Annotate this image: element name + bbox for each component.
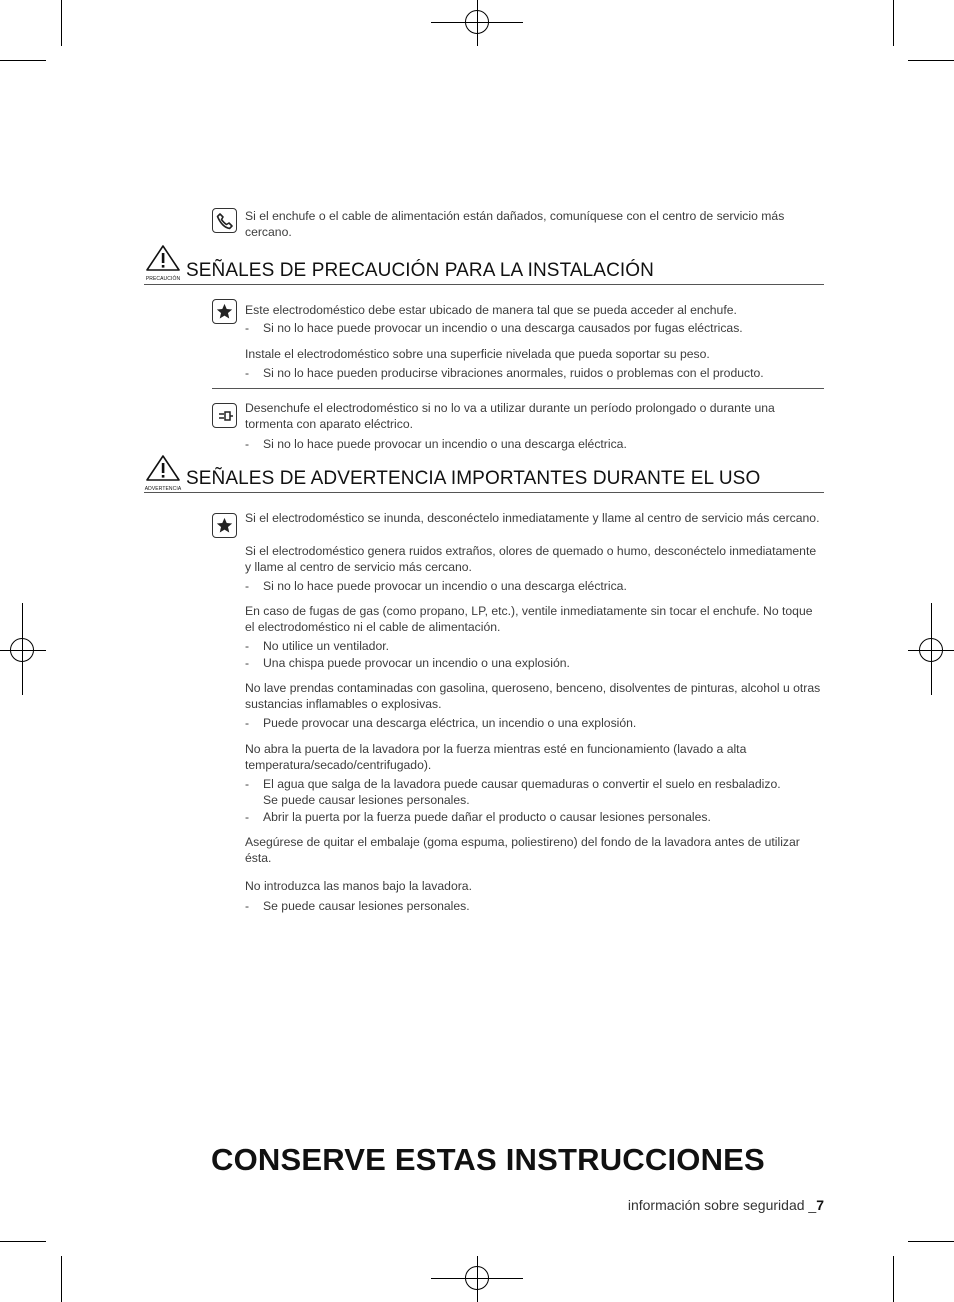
page-footer xyxy=(628,1197,824,1213)
footer-section: información sobre seguridad _ xyxy=(627,1197,817,1213)
warning-label: ADVERTENCIA xyxy=(144,486,182,492)
unplug-icon xyxy=(212,403,237,428)
install-b2: - Si no lo hace pueden producirse vibraciones anormales, ruidos o problemas con el producto. xyxy=(245,366,764,380)
heading-rule xyxy=(144,284,824,285)
use-b4b: - Abrir la puerta por la fuerza puede dañar el producto o causar lesiones personales. xyxy=(245,810,711,824)
use-b4a: - El agua que salga de la lavadora puede causar quemaduras o convertir el suelo en resbaladizo. xyxy=(245,777,781,791)
install-p1: Este electrodoméstico debe estar ubicado de manera tal que se pueda acceder al enchufe. xyxy=(245,303,737,317)
warning-badge xyxy=(144,454,182,492)
warning-triangle-icon xyxy=(144,244,182,271)
use-p6: No introduzca las manos bajo la lavadora. xyxy=(245,879,472,893)
use-p3: No lave prendas contaminadas con gasolina, queroseno, benceno, disolventes de pinturas, alcohol u otras sustancias inflamables o explosivas. xyxy=(245,681,821,711)
divider xyxy=(212,388,824,389)
use-b2a: - No utilice un ventilador. xyxy=(245,639,390,653)
use-b2b: - Una chispa puede provocar un incendio o una explosión. xyxy=(245,656,570,670)
use-b1: - Si no lo hace puede provocar un incendio o una descarga eléctrica. xyxy=(245,579,627,593)
use-b4a2: Se puede causar lesiones personales. xyxy=(263,793,470,807)
use-b6: - Se puede causar lesiones personales. xyxy=(245,899,470,913)
star-icon xyxy=(212,299,237,324)
use-b3: - Puede provocar una descarga eléctrica, un incendio o una explosión. xyxy=(245,716,637,730)
use-heading: SEÑALES DE ADVERTENCIA IMPORTANTES DURANTE EL USO xyxy=(186,468,761,489)
closing-title: CONSERVE ESTAS INSTRUCCIONES xyxy=(211,1142,765,1177)
star-icon xyxy=(212,513,237,538)
caution-label: PRECAUCIÓN xyxy=(145,276,181,282)
page-number: 7 xyxy=(816,1197,824,1213)
phone-icon xyxy=(212,208,237,233)
caution-badge xyxy=(144,244,182,282)
install-p3: Desenchufe el electrodoméstico si no lo va a utilizar durante un período prolongado o durante una tormenta con aparato eléctrico. xyxy=(245,401,775,431)
warning-triangle-icon xyxy=(144,454,182,481)
use-p1: Si el electrodoméstico se inunda, desconéctelo inmediatamente y llame al centro de servicio más cercano. xyxy=(245,511,820,525)
use-p1b: Si el electrodoméstico genera ruidos extraños, olores de quemado o humo, desconéctelo inmediatamente y llame al centro de servicio más cercano. xyxy=(245,544,817,574)
phone-text: Si el enchufe o el cable de alimentación están dañados, comuníquese con el centro de servicio más cercano. xyxy=(245,209,785,239)
use-p5: Asegúrese de quitar el embalaje (goma espuma, poliestireno) del fondo de la lavadora antes de utilizar ésta. xyxy=(245,835,800,865)
install-b3: - Si no lo hace puede provocar un incendio o una descarga eléctrica. xyxy=(245,437,627,451)
use-p2: En caso de fugas de gas (como propano, LP, etc.), ventile inmediatamente sin tocar el enchufe. No toque el electrodoméstico ni el cable de alimentación. xyxy=(245,604,813,634)
install-b1: - Si no lo hace puede provocar un incendio o una descarga causados por fugas eléctricas. xyxy=(245,321,743,335)
heading-rule xyxy=(144,492,824,493)
install-p2: Instale el electrodoméstico sobre una superficie nivelada que pueda soportar su peso. xyxy=(245,347,710,361)
use-p4: No abra la puerta de la lavadora por la fuerza mientras esté en funcionamiento (lavado a alta temperatura/secado/centrifugado). xyxy=(245,742,747,772)
install-heading: SEÑALES DE PRECAUCIÓN PARA LA INSTALACIÓN xyxy=(186,260,654,281)
